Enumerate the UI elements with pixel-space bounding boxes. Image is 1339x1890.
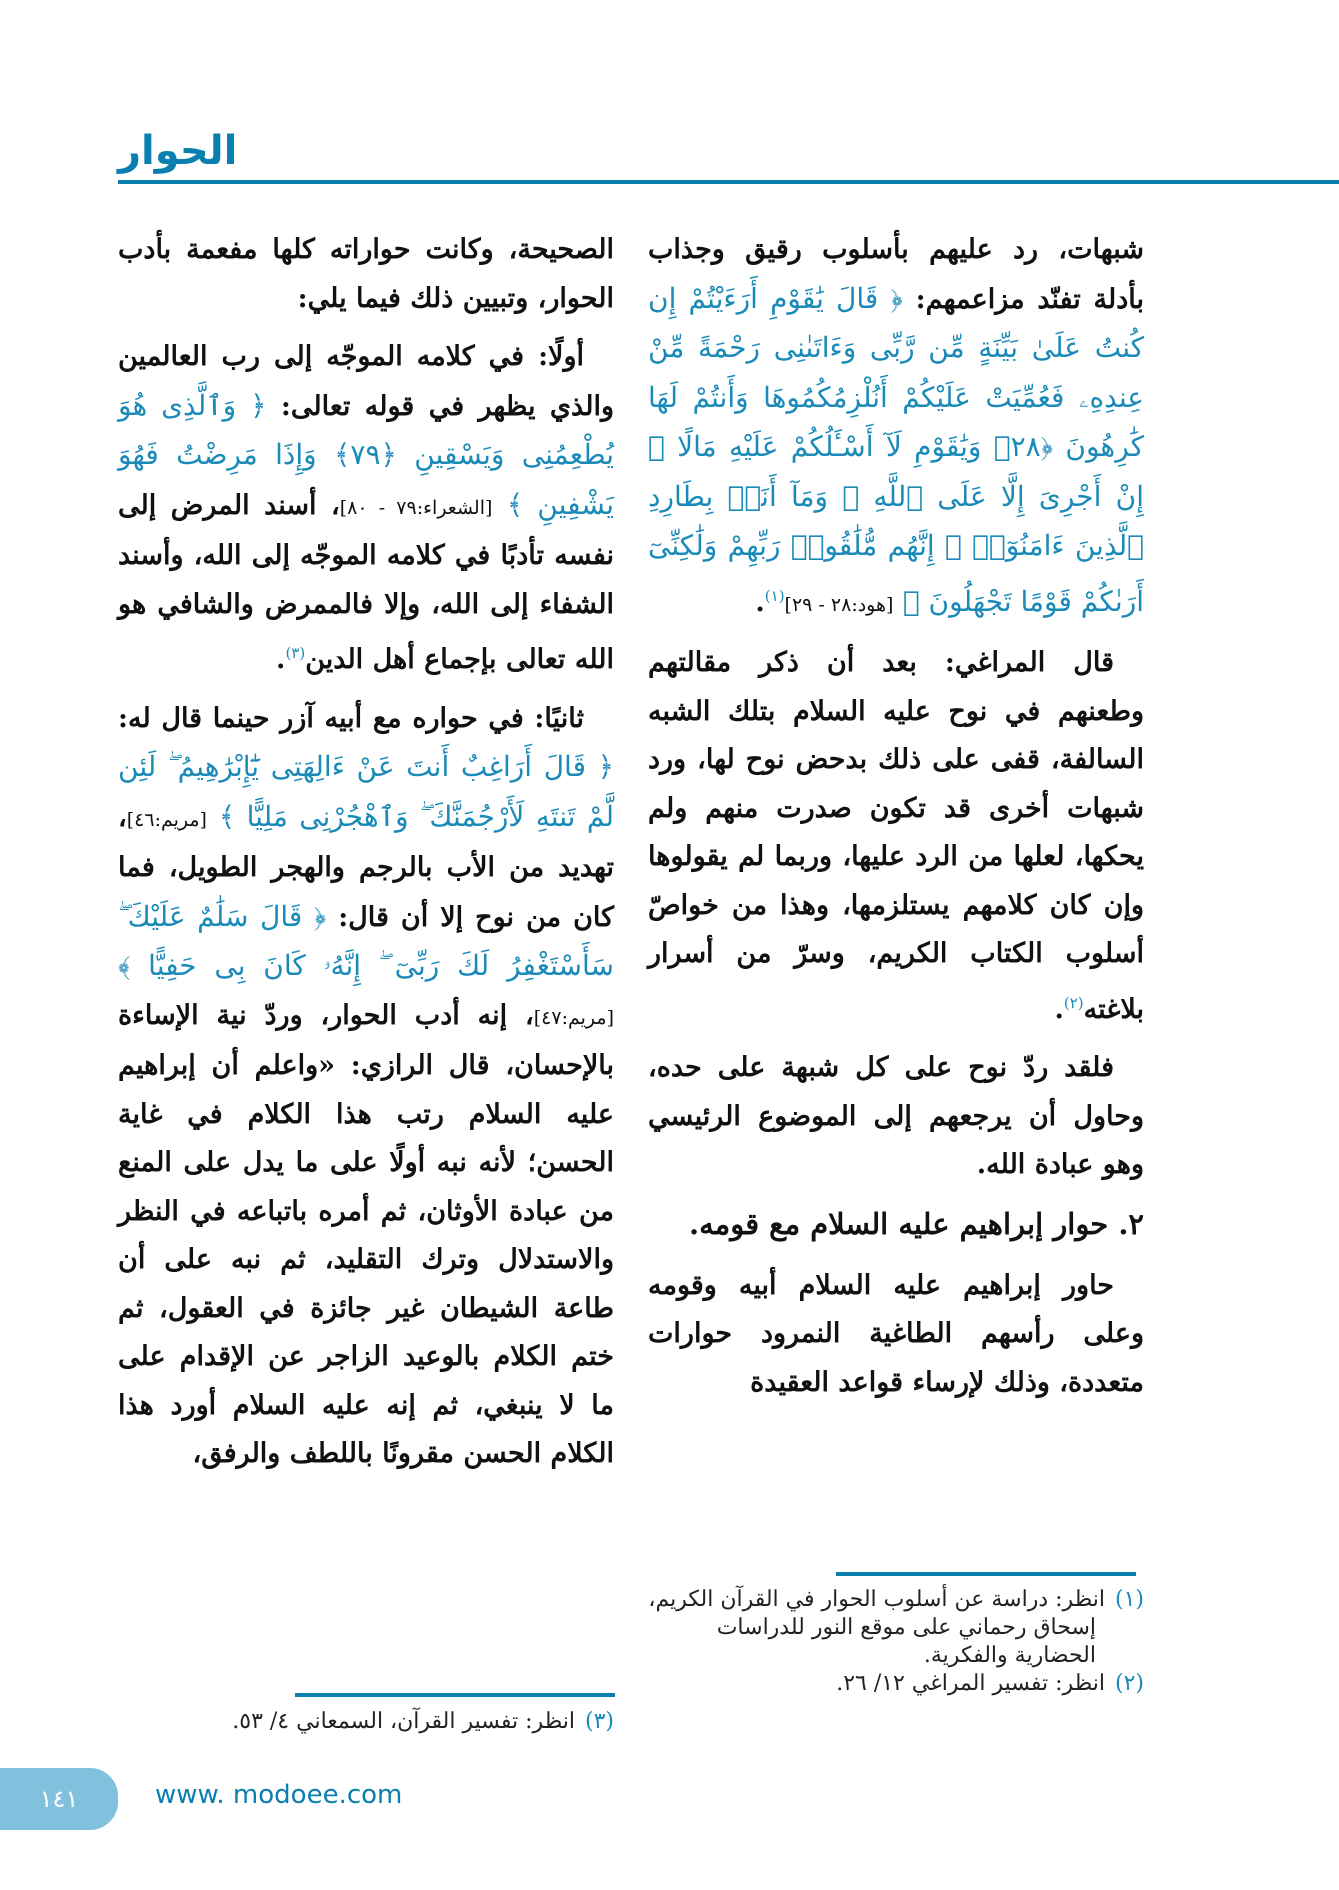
body-text: قال المراغي: بعد أن ذكر مقالتهم وطعنهم في نوح عليه السلام بتلك الشبه السالفة، قفى على ذلك بدحض نوح لها، ورد شبهات أخرى قد تكون صدرت منهم ولم يحكها، لعلها من الرد عليها، وربما لم يقولوها وإن كان كلامهم يستلزمها، وهذا من خواصّ أسلوب الكتاب الكريم، وسرّ من أسرار بلاغته	[648, 647, 1144, 1025]
footnote-number: (٣)	[584, 1709, 614, 1734]
footnote-item	[648, 1670, 1144, 1698]
footnote-text: انظر: تفسير المراغي ١٢/ ٢٦.	[836, 1671, 1105, 1696]
footnote-number: (١)	[1114, 1587, 1144, 1612]
body-text: أولًا: في كلامه الموجّه إلى رب العالمين والذي يظهر في قوله تعالى:	[118, 341, 614, 422]
footnote-text: انظر: تفسير القرآن، السمعاني ٤/ ٥٣.	[232, 1709, 575, 1734]
section-heading: ٢. حوار إبراهيم عليه السلام مع قومه.	[689, 1206, 1144, 1241]
website-link[interactable]: www. modoee.com	[155, 1780, 403, 1810]
footnotes-left	[118, 1708, 614, 1736]
body-text: شبهات، رد عليهم بأسلوب رقيق وجذاب بأدلة تفنّد مزاعمهم:	[648, 234, 1144, 315]
left-column	[118, 226, 614, 1489]
verse-reference: [هود:٢٨ - ٢٩]	[784, 593, 894, 616]
quran-verse: ﴿ قَالَ يَٰقَوْمِ أَرَءَيْتُمْ إِن كُنتُ عَلَىٰ بَيِّنَةٍ مِّن رَّبِّى وَءَاتَىٰنِى رَحْمَةً مِّنْ عِندِهِۦ فَعُمِّيَتْ عَلَيْكُمْ أَنُلْزِمُكُمُوهَا وَأَنتُمْ لَهَا كَٰرِهُونَ ﴿٢٨﴾ وَيَٰقَوْمِ لَآ أَسْـَٔلُكُمْ عَلَيْهِ مَالًا ۖ إِنْ أَجْرِىَ إِلَّا عَلَى ٱللَّهِ ۚ وَمَآ أَنَا۠ بِطَارِدِ ٱلَّذِينَ ءَامَنُوٓا۟ ۚ إِنَّهُم مُّلَٰقُوا۟ رَبِّهِمْ وَلَٰكِنِّىٓ أَرَىٰكُمْ قَوْمًا تَجْهَلُونَ ﴾	[648, 281, 1144, 618]
paragraph: قال المراغي: بعد أن ذكر مقالتهم وطعنهم في نوح عليه السلام بتلك الشبه السالفة، قفى على ذلك بدحض نوح لها، ورد شبهات أخرى قد تكون صدرت منهم ولم يحكها، لعلها من الرد عليها، وربما لم يقولوها وإن كان كلامهم يستلزمها، وهذا من خواصّ أسلوب الكتاب الكريم، وسرّ من أسرار بلاغته$^{(٢)}$.	[648, 647, 1144, 1025]
paragraph	[118, 695, 614, 1479]
body-text: ، إنه أدب الحوار، وردّ نية الإساءة بالإحسان، قال الرازي: «واعلم أن إبراهيم عليه السلام رتب هذا الكلام في غاية الحسن؛ لأنه نبه أولًا على ما يدل على المنع من عبادة الأوثان، ثم أمره باتباعه في النظر والاستدلال وترك التقليد، ثم نبه على أن طاعة الشيطان غير جائزة في العقول، ثم ختم الكلام بالوعيد الزاجر عن الإقدام على ما لا ينبغي، ثم إنه عليه السلام أورد هذا الكلام الحسن مقرونًا باللطف والرفق،	[118, 999, 614, 1469]
body-text: فلقد ردّ نوح على كل شبهة على حده، وحاول أن يرجعهم إلى الموضوع الرئيسي وهو عبادة الله.	[648, 1052, 1144, 1180]
running-header-title: الحوار	[118, 128, 238, 174]
body-text: ، أسند المرض إلى نفسه تأدبًا في كلامه الموجّه إلى الله، وأسند الشفاء إلى الله، وإلا فالممرض والشافي هو الله تعالى بإجماع أهل الدين	[118, 489, 614, 675]
body-text: ، تهديد من الأب بالرجم والهجر الطويل، فما كان من نوح إلا أن قال:	[118, 801, 614, 933]
header-rule	[118, 180, 1339, 184]
quran-verse: ﴿ قَالَ سَلَٰمٌ عَلَيْكَ ۖ سَأَسْتَغْفِرُ لَكَ رَبِّىٓ ۖ إِنَّهُۥ كَانَ بِى حَفِيًّا ﴾	[118, 899, 614, 982]
paragraph	[648, 1262, 1144, 1408]
right-column	[648, 226, 1144, 1417]
paragraph: شبهات، رد عليهم بأسلوب رقيق وجذاب بأدلة تفنّد مزاعمهم: ﴿ قَالَ يَٰقَوْمِ أَرَءَيْتُمْ إِن كُنتُ عَلَىٰ بَيِّنَةٍ مِّن رَّبِّى وَءَاتَىٰنِى رَحْمَةً مِّنْ عِندِهِۦ فَعُمِّيَتْ عَلَيْكُمْ أَنُلْزِمُكُمُوهَا وَأَنتُمْ لَهَا كَٰرِهُونَ ﴿٢٨﴾ وَيَٰقَوْمِ لَآ أَسْـَٔلُكُمْ عَلَيْهِ مَالًا ۖ إِنْ أَجْرِىَ إِلَّا عَلَى ٱللَّهِ ۚ وَمَآ أَنَا۠ بِطَارِدِ ٱلَّذِينَ ءَامَنُوٓا۟ ۚ إِنَّهُم مُّلَٰقُوا۟ رَبِّهِمْ وَلَٰكِنِّىٓ أَرَىٰكُمْ قَوْمًا تَجْهَلُونَ ﴾ [هود:٢٨ - ٢٩]$^{(١)}$.	[648, 234, 1144, 618]
verse-reference: [مريم:٤٧]	[533, 1006, 614, 1029]
body-text: الصحيحة، وكانت حواراته كلها مفعمة بأدب الحوار، وتبيين ذلك فيما يلي:	[118, 234, 614, 314]
footnote-number: (٢)	[1114, 1671, 1144, 1696]
footnote-item	[648, 1586, 1144, 1670]
body-text: حاور إبراهيم عليه السلام أبيه وقومه وعلى رأسهم الطاغية النمرود حوارات متعددة، وذلك لإرساء قواعد العقيدة	[648, 1269, 1144, 1398]
verse-reference: [مريم:٤٦]	[126, 808, 207, 831]
page-number-badge	[0, 1768, 118, 1830]
paragraph	[648, 1044, 1144, 1190]
footnote-marker[interactable]: (٣)	[285, 644, 306, 662]
footnote-item	[118, 1708, 614, 1736]
footnotes-right	[648, 1586, 1144, 1698]
quran-verse: ﴿ وَٱلَّذِى هُوَ يُطْعِمُنِى وَيَسْقِينِ ﴿٧٩﴾ وَإِذَا مَرِضْتُ فَهُوَ يَشْفِينِ ﴾	[118, 388, 615, 521]
paragraph: أولًا: في كلامه الموجّه إلى رب العالمين والذي يظهر في قوله تعالى: ﴿ وَٱلَّذِى هُوَ يُطْعِمُنِى وَيَسْقِينِ ﴿٧٩﴾ وَإِذَا مَرِضْتُ فَهُوَ يَشْفِينِ ﴾ [الشعراء:٧٩ - ٨٠]، أسند المرض إلى نفسه تأدبًا في كلامه الموجّه إلى الله، وأسند الشفاء إلى الله، وإلا فالممرض والشافي هو الله تعالى بإجماع أهل الدين$^{(٣)}$.	[118, 341, 615, 675]
footnote-text: انظر: دراسة عن أسلوب الحوار في القرآن الكريم، إسحاق رحماني على موقع النور للدراسات الحضارية والفكرية.	[648, 1587, 1105, 1668]
page-number: ١٤١	[39, 1785, 79, 1813]
footnote-marker[interactable]: (١)	[764, 586, 785, 605]
quran-verse: ﴿ قَالَ أَرَاغِبٌ أَنتَ عَنْ ءَالِهَتِى يَٰٓإِبْرَٰهِيمُ ۖ لَئِن لَّمْ تَنتَهِ لَأَرْجُمَنَّكَ ۖ وَٱهْجُرْنِى مَلِيًّا ﴾	[118, 750, 614, 833]
footnote-rule	[836, 1572, 1136, 1576]
paragraph	[118, 226, 614, 323]
verse-reference: [الشعراء:٧٩ - ٨٠]	[339, 496, 493, 519]
footnote-rule	[295, 1693, 615, 1697]
body-text: ثانيًا: في حواره مع أبيه آزر حينما قال له:	[118, 702, 584, 734]
footnote-marker[interactable]: (٢)	[1063, 993, 1084, 1012]
